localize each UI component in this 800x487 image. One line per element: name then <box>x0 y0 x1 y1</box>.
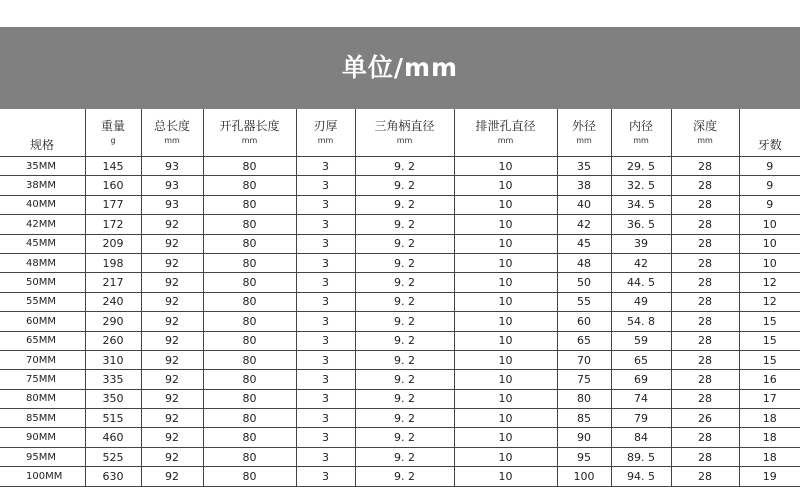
table-cell: 92 <box>141 234 203 253</box>
table-cell: 94. 5 <box>611 467 671 486</box>
table-cell: 28 <box>671 157 739 176</box>
header-unit: mm <box>241 136 258 145</box>
table-cell: 92 <box>141 350 203 369</box>
table-cell: 40 <box>557 195 611 214</box>
table-cell: 10 <box>454 234 557 253</box>
table-cell: 80 <box>203 292 296 311</box>
table-cell: 92 <box>141 312 203 331</box>
table-cell: 48 <box>557 253 611 272</box>
table-row <box>0 195 800 214</box>
table-cell: 90 <box>557 428 611 447</box>
table-cell: 55MM <box>0 292 85 311</box>
table-cell: 93 <box>141 195 203 214</box>
table-cell: 28 <box>671 215 739 234</box>
table-cell: 80 <box>203 253 296 272</box>
table-cell: 3 <box>296 215 355 234</box>
table-cell: 10 <box>454 312 557 331</box>
header-label: 三角柄直径 <box>374 119 435 133</box>
table-cell: 93 <box>141 176 203 195</box>
table-cell: 50MM <box>0 273 85 292</box>
table-cell: 3 <box>296 331 355 350</box>
table-cell: 10 <box>454 195 557 214</box>
header-label: 刃厚 <box>313 119 338 133</box>
table-cell: 54. 8 <box>611 312 671 331</box>
table-cell: 80 <box>203 195 296 214</box>
table-row <box>0 234 800 253</box>
table-cell: 28 <box>671 176 739 195</box>
table-cell: 92 <box>141 253 203 272</box>
table-cell: 10 <box>454 215 557 234</box>
table-row <box>0 350 800 369</box>
table-cell: 525 <box>85 447 141 466</box>
header-cell-teeth <box>739 109 800 157</box>
table-cell: 460 <box>85 428 141 447</box>
table-cell: 55 <box>557 292 611 311</box>
table-cell: 80 <box>203 312 296 331</box>
table-cell: 85 <box>557 409 611 428</box>
table-cell: 65 <box>557 331 611 350</box>
table-row <box>0 253 800 272</box>
table-cell: 90MM <box>0 428 85 447</box>
header-label: 牙数 <box>757 138 782 152</box>
table-cell: 92 <box>141 409 203 428</box>
table-cell: 310 <box>85 350 141 369</box>
table-cell: 335 <box>85 370 141 389</box>
table-cell: 60 <box>557 312 611 331</box>
table-cell: 3 <box>296 447 355 466</box>
header-cell-blade-thickness <box>296 109 355 157</box>
table-cell: 49 <box>611 292 671 311</box>
table-cell: 9. 2 <box>355 447 454 466</box>
table-cell: 28 <box>671 370 739 389</box>
table-cell: 28 <box>671 253 739 272</box>
header-cell-total-length <box>141 109 203 157</box>
table-row <box>0 447 800 466</box>
table-cell: 9. 2 <box>355 312 454 331</box>
table-cell: 9. 2 <box>355 409 454 428</box>
table-cell: 80 <box>203 176 296 195</box>
table-cell: 630 <box>85 467 141 486</box>
table-cell: 80 <box>203 215 296 234</box>
header-cell-depth <box>671 109 739 157</box>
table-cell: 80 <box>203 370 296 389</box>
header-row <box>0 109 800 157</box>
table-cell: 28 <box>671 428 739 447</box>
table-cell: 290 <box>85 312 141 331</box>
table-cell: 9. 2 <box>355 234 454 253</box>
table-cell: 515 <box>85 409 141 428</box>
table-cell: 9 <box>766 179 774 193</box>
table-cell: 100 <box>557 467 611 486</box>
table-cell: 240 <box>85 292 141 311</box>
table-cell: 80 <box>203 331 296 350</box>
table-cell: 3 <box>296 253 355 272</box>
table-cell: 92 <box>141 428 203 447</box>
table-cell: 16 <box>762 372 777 386</box>
header-unit: mm <box>576 136 592 145</box>
table-cell: 28 <box>671 467 739 486</box>
table-cell: 18 <box>762 431 777 445</box>
table-row <box>0 389 800 408</box>
table-cell: 9 <box>766 159 774 173</box>
table-cell: 92 <box>141 331 203 350</box>
table-cell: 15 <box>762 314 777 328</box>
table-cell: 80 <box>203 447 296 466</box>
table-cell: 172 <box>85 215 141 234</box>
table-cell: 80 <box>557 389 611 408</box>
table-cell: 9. 2 <box>355 253 454 272</box>
table-cell: 10 <box>454 409 557 428</box>
header-unit: mm <box>633 136 649 145</box>
table-cell: 70MM <box>0 350 85 369</box>
header-label: 开孔器长度 <box>219 119 280 133</box>
table-cell: 10 <box>454 467 557 486</box>
table-row <box>0 312 800 331</box>
table-cell: 10 <box>762 237 777 251</box>
header-label: 内径 <box>628 119 653 133</box>
table-cell: 80 <box>203 234 296 253</box>
table-cell: 10 <box>454 292 557 311</box>
table-cell: 3 <box>296 234 355 253</box>
table-cell: 9. 2 <box>355 195 454 214</box>
table-cell: 198 <box>85 253 141 272</box>
header-unit: mm <box>317 136 334 145</box>
table-cell: 209 <box>85 234 141 253</box>
table-cell: 92 <box>141 292 203 311</box>
header-label: 重量 <box>100 119 125 133</box>
table-cell: 36. 5 <box>611 215 671 234</box>
table-cell: 9. 2 <box>355 350 454 369</box>
spec-table <box>0 109 800 487</box>
table-cell: 12 <box>762 295 777 309</box>
table-cell: 3 <box>296 389 355 408</box>
table-cell: 95MM <box>0 447 85 466</box>
table-cell: 93 <box>141 157 203 176</box>
table-cell: 38 <box>557 176 611 195</box>
table-body <box>0 157 800 487</box>
table-cell: 32. 5 <box>611 176 671 195</box>
table-cell: 10 <box>454 370 557 389</box>
table-cell: 74 <box>611 389 671 408</box>
table-cell: 10 <box>454 447 557 466</box>
table-cell: 75MM <box>0 370 85 389</box>
table-cell: 9. 2 <box>355 370 454 389</box>
table-cell: 79 <box>611 409 671 428</box>
table-cell: 145 <box>85 157 141 176</box>
table-cell: 9. 2 <box>355 273 454 292</box>
table-cell: 39 <box>611 234 671 253</box>
table-cell: 28 <box>671 195 739 214</box>
table-cell: 10 <box>762 256 777 270</box>
header-unit: mm <box>396 136 413 145</box>
table-cell: 38MM <box>0 176 85 195</box>
table-cell: 65MM <box>0 331 85 350</box>
table-cell: 3 <box>296 273 355 292</box>
table-cell: 26 <box>671 409 739 428</box>
table-cell: 85MM <box>0 409 85 428</box>
table-cell: 3 <box>296 292 355 311</box>
table-cell: 92 <box>141 389 203 408</box>
table-cell: 260 <box>85 331 141 350</box>
table-cell: 3 <box>296 312 355 331</box>
table-cell: 80 <box>203 409 296 428</box>
header-unit: mm <box>164 136 180 145</box>
table-cell: 92 <box>141 467 203 486</box>
table-cell: 10 <box>762 217 777 231</box>
table-cell: 217 <box>85 273 141 292</box>
table-cell: 42 <box>611 253 671 272</box>
header-cell-spec <box>0 109 85 157</box>
table-cell: 28 <box>671 312 739 331</box>
table-cell: 10 <box>454 273 557 292</box>
table-cell: 44. 5 <box>611 273 671 292</box>
table-cell: 84 <box>611 428 671 447</box>
table-cell: 80 <box>203 467 296 486</box>
table-cell: 9. 2 <box>355 467 454 486</box>
table-cell: 45 <box>557 234 611 253</box>
header-cell-outer-diameter <box>557 109 611 157</box>
table-cell: 3 <box>296 409 355 428</box>
table-cell: 92 <box>141 273 203 292</box>
table-row <box>0 331 800 350</box>
table-cell: 50 <box>557 273 611 292</box>
table-cell: 15 <box>762 353 777 367</box>
table-cell: 35MM <box>0 157 85 176</box>
header-cell-shank-diameter <box>355 109 454 157</box>
header-label: 排泄孔直径 <box>475 119 536 133</box>
table-cell: 160 <box>85 176 141 195</box>
table-cell: 75 <box>557 370 611 389</box>
table-cell: 28 <box>671 350 739 369</box>
table-cell: 18 <box>762 411 777 425</box>
table-cell: 9. 2 <box>355 157 454 176</box>
table-cell: 18 <box>762 450 777 464</box>
table-cell: 89. 5 <box>611 447 671 466</box>
table-cell: 9. 2 <box>355 331 454 350</box>
table-cell: 9 <box>766 198 774 212</box>
table-cell: 350 <box>85 389 141 408</box>
table-cell: 69 <box>611 370 671 389</box>
table-row <box>0 409 800 428</box>
table-cell: 3 <box>296 428 355 447</box>
table-cell: 10 <box>454 428 557 447</box>
table-cell: 34. 5 <box>611 195 671 214</box>
table-cell: 17 <box>762 392 777 406</box>
table-cell: 70 <box>557 350 611 369</box>
header-cell-cutter-length <box>203 109 296 157</box>
table-row <box>0 428 800 447</box>
table-cell: 3 <box>296 176 355 195</box>
header-label: 规格 <box>30 138 55 152</box>
table-cell: 28 <box>671 234 739 253</box>
table-cell: 10 <box>454 253 557 272</box>
header-unit: mm <box>497 136 514 145</box>
header-label: 外径 <box>571 119 596 133</box>
table-cell: 28 <box>671 273 739 292</box>
table-cell: 9. 2 <box>355 292 454 311</box>
table-cell: 65 <box>611 350 671 369</box>
table-cell: 92 <box>141 370 203 389</box>
table-cell: 35 <box>557 157 611 176</box>
table-cell: 29. 5 <box>611 157 671 176</box>
header-cell-drain-hole-diameter <box>454 109 557 157</box>
table-cell: 95 <box>557 447 611 466</box>
table-cell: 80 <box>203 389 296 408</box>
table-cell: 80MM <box>0 389 85 408</box>
table-cell: 12 <box>762 276 777 290</box>
table-cell: 3 <box>296 195 355 214</box>
table-cell: 42MM <box>0 215 85 234</box>
table-cell: 40MM <box>0 195 85 214</box>
header-unit: mm <box>697 136 713 145</box>
table-cell: 28 <box>671 447 739 466</box>
table-cell: 9. 2 <box>355 176 454 195</box>
table-cell: 28 <box>671 331 739 350</box>
table-cell: 80 <box>203 273 296 292</box>
header-label: 总长度 <box>153 119 190 133</box>
table-row <box>0 176 800 195</box>
table-cell: 100MM <box>0 467 85 486</box>
header-cell-inner-diameter <box>611 109 671 157</box>
table-row <box>0 370 800 389</box>
table-cell: 48MM <box>0 253 85 272</box>
table-cell: 92 <box>141 447 203 466</box>
table-cell: 10 <box>454 176 557 195</box>
header-unit: g <box>110 136 116 145</box>
table-row <box>0 157 800 176</box>
table-cell: 9. 2 <box>355 389 454 408</box>
table-cell: 3 <box>296 370 355 389</box>
table-cell: 45MM <box>0 234 85 253</box>
table-cell: 19 <box>762 469 777 483</box>
table-cell: 80 <box>203 350 296 369</box>
table-cell: 3 <box>296 350 355 369</box>
table-row <box>0 215 800 234</box>
header-cell-weight <box>85 109 141 157</box>
title-banner <box>0 27 800 109</box>
table-cell: 10 <box>454 350 557 369</box>
table-cell: 10 <box>454 331 557 350</box>
table-cell: 9. 2 <box>355 428 454 447</box>
table-cell: 9. 2 <box>355 215 454 234</box>
table-cell: 59 <box>611 331 671 350</box>
table-cell: 60MM <box>0 312 85 331</box>
table-cell: 15 <box>762 334 777 348</box>
page-title: 单位/mm <box>341 53 459 82</box>
table-cell: 42 <box>557 215 611 234</box>
table-cell: 80 <box>203 428 296 447</box>
table-row <box>0 467 800 486</box>
table-row <box>0 292 800 311</box>
table-cell: 3 <box>296 157 355 176</box>
table-cell: 80 <box>203 157 296 176</box>
table-cell: 10 <box>454 157 557 176</box>
table-cell: 177 <box>85 195 141 214</box>
table-cell: 28 <box>671 389 739 408</box>
table-cell: 92 <box>141 215 203 234</box>
table-cell: 10 <box>454 389 557 408</box>
table-cell: 28 <box>671 292 739 311</box>
table-cell: 3 <box>296 467 355 486</box>
header-label: 深度 <box>692 119 717 133</box>
table-row <box>0 273 800 292</box>
